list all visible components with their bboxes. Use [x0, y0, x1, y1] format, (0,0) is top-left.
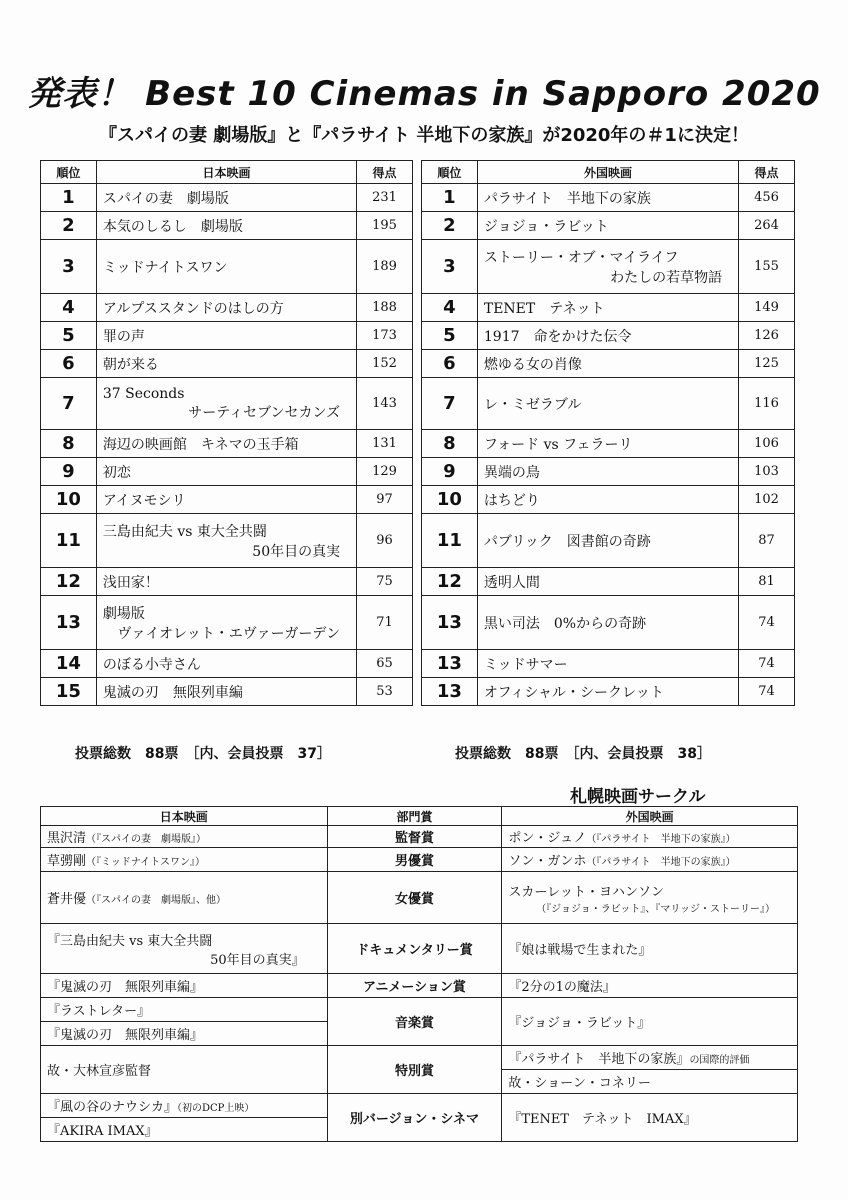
film-title-line1: はちどり [483, 492, 540, 509]
award-row-animation [41, 974, 798, 998]
ranking-row [422, 514, 795, 568]
ranking-row [41, 458, 413, 486]
film-title [96, 430, 356, 458]
rank-number: 9 [422, 458, 478, 486]
ranking-row [422, 212, 795, 240]
film-title [477, 350, 738, 378]
score: 74 [739, 678, 795, 706]
film-title-line1: 燃ゆる女の肖像 [483, 356, 582, 373]
film-title [477, 322, 738, 350]
page-title: 発表！ Best 10 Cinemas in Sapporo 2020 [27, 74, 821, 114]
film-title-line1: パラサイト 半地下の家族 [483, 190, 651, 207]
film-title [96, 678, 356, 706]
film-title-line1: 罪の声 [102, 328, 145, 345]
film-title-line1: 黒い司法 0%からの奇跡 [483, 615, 647, 632]
award-row-music [41, 998, 798, 1022]
ranking-row [422, 240, 795, 294]
film-title [96, 650, 356, 678]
ranking-row [41, 596, 413, 650]
ranking-row [41, 486, 413, 514]
film-title-line1: アイヌモシリ [102, 492, 186, 509]
score: 65 [357, 650, 413, 678]
film-title [96, 322, 356, 350]
rank-number: 8 [41, 430, 97, 458]
award-japanese: 『風の谷のナウシカ』（初のDCP上映） [41, 1094, 328, 1118]
rank-number: 4 [41, 294, 97, 322]
award-category: 監督賞 [327, 826, 502, 848]
score: 188 [357, 294, 413, 322]
award-row-documentary [41, 924, 798, 974]
rank-number: 1 [41, 184, 97, 212]
film-title-line1: スパイの妻 劇場版 [102, 190, 229, 207]
award-foreign: 故・ショーン・コネリー [502, 1070, 798, 1094]
page-subtitle: 『スパイの妻 劇場版』と『パラサイト 半地下の家族』が2020年の＃1に決定！ [99, 125, 749, 146]
award-category: アニメーション賞 [327, 974, 502, 998]
ranking-row [422, 650, 795, 678]
score: 264 [739, 212, 795, 240]
rank-number: 9 [41, 458, 97, 486]
score: 155 [739, 240, 795, 294]
film-title [96, 184, 356, 212]
score: 456 [739, 184, 795, 212]
ranking-row [422, 458, 795, 486]
ranking-row [422, 294, 795, 322]
film-title [477, 378, 738, 430]
score: 125 [739, 350, 795, 378]
rank-number: 13 [422, 678, 478, 706]
ranking-row [41, 650, 413, 678]
awards-table [40, 806, 798, 1142]
rank-number: 3 [41, 240, 97, 294]
film-title [96, 294, 356, 322]
rank-number: 5 [422, 322, 478, 350]
score: 74 [739, 596, 795, 650]
film-title-line1: 鬼滅の刃 無限列車編 [102, 684, 243, 701]
award-row-special [41, 1046, 798, 1070]
score: 87 [739, 514, 795, 568]
award-japanese: 黒沢清（『スパイの妻 劇場版』） [41, 826, 328, 848]
film-title [477, 486, 738, 514]
award-row-director [41, 826, 798, 848]
film-title [96, 350, 356, 378]
film-title [96, 568, 356, 596]
score: 131 [357, 430, 413, 458]
award-category: 女優賞 [327, 872, 502, 924]
film-title [96, 212, 356, 240]
rank-number: 7 [422, 378, 478, 430]
film-title [477, 650, 738, 678]
film-title-line1: 異端の鳥 [483, 464, 540, 481]
film-title [477, 678, 738, 706]
film-title-line1: フォード vs フェラーリ [483, 436, 633, 453]
organization-name: 札幌映画サークル [570, 787, 706, 807]
score: 97 [357, 486, 413, 514]
rank-number: 7 [41, 378, 97, 430]
rank-number: 11 [422, 514, 478, 568]
film-title-line1: ジョジョ・ラビット [483, 218, 609, 235]
ranking-row [422, 322, 795, 350]
film-title-line2: わたしの若草物語 [610, 269, 723, 286]
award-category: 別バージョン・シネマ [327, 1094, 502, 1142]
award-japanese: 草彅剛（『ミッドナイトスワン』） [41, 848, 328, 872]
ranking-row [41, 184, 413, 212]
award-row-actor [41, 848, 798, 872]
award-foreign: 『ジョジョ・ラビット』 [502, 998, 798, 1046]
film-title-line2: サーティセブンセカンズ [188, 404, 341, 421]
column-header-rank: 順位 [422, 161, 478, 184]
award-japanese: 『鬼滅の刃 無限列車編』 [41, 1022, 328, 1046]
film-title-line1: 海辺の映画館 キネマの玉手箱 [102, 436, 299, 453]
film-title [477, 184, 738, 212]
film-title-line1: アルプススタンドのはしの方 [102, 300, 284, 317]
ranking-row [41, 294, 413, 322]
film-title [477, 596, 738, 650]
film-title-line1: 37 Seconds [102, 385, 185, 402]
ranking-table-foreign [421, 160, 795, 706]
award-japanese: 『鬼滅の刃 無限列車編』 [41, 974, 328, 998]
film-title [96, 458, 356, 486]
ranking-row [41, 240, 413, 294]
ranking-row [422, 350, 795, 378]
film-title [477, 294, 738, 322]
ranking-row [41, 322, 413, 350]
award-japanese: 『AKIRA IMAX』 [41, 1118, 328, 1142]
film-title [96, 514, 356, 568]
ranking-row [422, 486, 795, 514]
ranking-row [41, 514, 413, 568]
score: 81 [739, 568, 795, 596]
awards-header-japanese: 日本映画 [41, 807, 328, 826]
rank-number: 2 [422, 212, 478, 240]
score: 103 [739, 458, 795, 486]
award-category: ドキュメンタリー賞 [327, 924, 502, 974]
score: 102 [739, 486, 795, 514]
award-foreign: 『娘は戦場で生まれた』 [502, 924, 798, 974]
ranking-row [422, 678, 795, 706]
score: 143 [357, 378, 413, 430]
rank-number: 10 [41, 486, 97, 514]
rank-number: 3 [422, 240, 478, 294]
score: 71 [357, 596, 413, 650]
vote-total-japanese: 投票総数 88票 ［内、会員投票 37］ [75, 746, 331, 762]
column-header-score: 得点 [739, 161, 795, 184]
film-title-line1: パブリック 図書館の奇跡 [483, 533, 651, 550]
film-title [96, 240, 356, 294]
film-title-line2: ヴァイオレット・エヴァーガーデン [117, 625, 341, 642]
column-header-title: 外国映画 [477, 161, 738, 184]
award-foreign: 『TENET テネット IMAX』 [502, 1094, 798, 1142]
vote-total-foreign: 投票総数 88票 ［内、会員投票 38］ [455, 746, 711, 762]
rank-number: 13 [41, 596, 97, 650]
awards-header-foreign: 外国映画 [502, 807, 798, 826]
score: 129 [357, 458, 413, 486]
film-title [96, 596, 356, 650]
film-title-line1: TENET テネット [483, 300, 605, 317]
score: 173 [357, 322, 413, 350]
rank-number: 1 [422, 184, 478, 212]
film-title-line1: ストーリー・オブ・マイライフ [483, 249, 679, 266]
ranking-row [41, 678, 413, 706]
film-title [96, 486, 356, 514]
ranking-row [422, 430, 795, 458]
film-title-line1: オフィシャル・シークレット [483, 684, 664, 701]
film-title [477, 430, 738, 458]
rank-number: 8 [422, 430, 478, 458]
film-title-line1: 透明人間 [483, 574, 540, 591]
score: 74 [739, 650, 795, 678]
rank-number: 4 [422, 294, 478, 322]
ranking-row [422, 596, 795, 650]
score: 126 [739, 322, 795, 350]
award-foreign: 『2分の1の魔法』 [502, 974, 798, 998]
score: 53 [357, 678, 413, 706]
rank-number: 12 [422, 568, 478, 596]
award-japanese: 『ラストレター』 [41, 998, 328, 1022]
rank-number: 10 [422, 486, 478, 514]
film-title [477, 568, 738, 596]
column-header-title: 日本映画 [96, 161, 356, 184]
film-title-line1: 劇場版 [102, 605, 145, 622]
rank-number: 5 [41, 322, 97, 350]
award-japanese: 故・大林宣彦監督 [41, 1046, 328, 1094]
rank-number: 13 [422, 596, 478, 650]
film-title-line1: レ・ミゼラブル [483, 396, 582, 413]
award-category: 特別賞 [327, 1046, 502, 1094]
ranking-table-japanese [40, 160, 413, 706]
rank-number: 2 [41, 212, 97, 240]
film-title [477, 212, 738, 240]
award-foreign: スカーレット・ヨハンソン （『ジョジョ・ラビット』、『マリッジ・ストーリー』） [502, 872, 798, 924]
score: 231 [357, 184, 413, 212]
film-title [477, 514, 738, 568]
score: 106 [739, 430, 795, 458]
ranking-row [422, 184, 795, 212]
film-title-line1: ミッドナイトスワン [102, 259, 228, 276]
film-title-line1: 浅田家！ [102, 574, 159, 591]
film-title-line1: 本気のしるし 劇場版 [102, 218, 243, 235]
award-foreign: ポン・ジュノ（『パラサイト 半地下の家族』） [502, 826, 798, 848]
score: 116 [739, 378, 795, 430]
award-japanese: 『三島由紀夫 vs 東大全共闘 50年目の真実』 [41, 924, 328, 974]
ranking-row [41, 430, 413, 458]
film-title-line1: 1917 命をかけた伝令 [483, 328, 632, 345]
award-japanese: 蒼井優（『スパイの妻 劇場版』、他） [41, 872, 328, 924]
ranking-row [41, 212, 413, 240]
score: 75 [357, 568, 413, 596]
rank-number: 15 [41, 678, 97, 706]
film-title [477, 240, 738, 294]
score: 152 [357, 350, 413, 378]
score: 195 [357, 212, 413, 240]
ranking-row [422, 378, 795, 430]
column-header-rank: 順位 [41, 161, 97, 184]
film-title-line1: 初恋 [102, 464, 131, 481]
award-foreign: ソン・ガンホ（『パラサイト 半地下の家族』） [502, 848, 798, 872]
ranking-row [422, 568, 795, 596]
score: 96 [357, 514, 413, 568]
rank-number: 6 [41, 350, 97, 378]
rank-number: 12 [41, 568, 97, 596]
rank-number: 13 [422, 650, 478, 678]
award-foreign: 『パラサイト 半地下の家族』の国際的評価 [502, 1046, 798, 1070]
film-title-line1: ミッドサマー [483, 656, 568, 673]
film-title-line1: 三島由紀夫 vs 東大全共闘 [102, 523, 267, 540]
ranking-row [41, 378, 413, 430]
film-title [96, 378, 356, 430]
award-row-actress [41, 872, 798, 924]
award-row-alt-version [41, 1094, 798, 1118]
awards-header-category: 部門賞 [327, 807, 502, 826]
score: 149 [739, 294, 795, 322]
score: 189 [357, 240, 413, 294]
film-title-line1: のぼる小寺さん [102, 656, 201, 673]
ranking-row [41, 350, 413, 378]
film-title-line2: 50年目の真実 [252, 543, 341, 560]
award-category: 男優賞 [327, 848, 502, 872]
rank-number: 14 [41, 650, 97, 678]
column-header-score: 得点 [357, 161, 413, 184]
film-title-line1: 朝が来る [102, 356, 159, 373]
rank-number: 6 [422, 350, 478, 378]
ranking-row [41, 568, 413, 596]
rank-number: 11 [41, 514, 97, 568]
award-category: 音楽賞 [327, 998, 502, 1046]
film-title [477, 458, 738, 486]
